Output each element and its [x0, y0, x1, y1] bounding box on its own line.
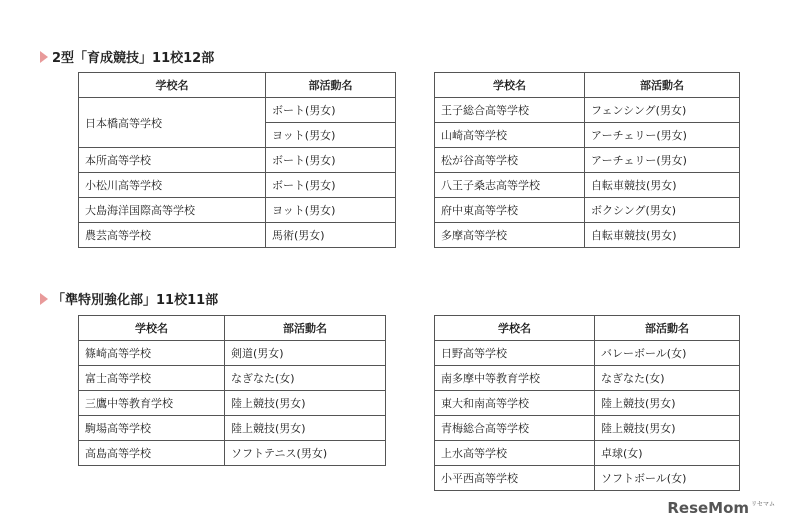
table-ikusei-right [434, 72, 740, 248]
school-name-cell: 駒場高等学校 [79, 416, 225, 441]
club-name-cell: ヨット(男女) [266, 198, 396, 223]
club-name-cell: 陸上競技(男女) [595, 416, 740, 441]
header-club-name: 部活動名 [225, 316, 386, 341]
table-row [435, 148, 740, 173]
club-name-cell: なぎなた(女) [595, 366, 740, 391]
section-title: 2型「育成競技」11校12部 [52, 51, 215, 66]
triangle-bullet-icon [40, 51, 48, 63]
table-row [79, 98, 396, 123]
club-name-cell: ボート(男女) [266, 98, 396, 123]
header-school-name: 学校名 [435, 73, 585, 98]
club-name-cell: 剣道(男女) [225, 341, 386, 366]
header-club-name: 部活動名 [585, 73, 740, 98]
header-club-name: 部活動名 [595, 316, 740, 341]
school-name-cell: 小平西高等学校 [435, 466, 595, 491]
school-name-cell: 大島海洋国際高等学校 [79, 198, 266, 223]
table-ikusei-left [78, 72, 396, 248]
table-row [435, 466, 740, 491]
club-name-cell: ボート(男女) [266, 148, 396, 173]
club-name-cell: ヨット(男女) [266, 123, 396, 148]
school-name-cell: 農芸高等学校 [79, 223, 266, 248]
school-name-cell: 府中東高等学校 [435, 198, 585, 223]
school-name-cell: 青梅総合高等学校 [435, 416, 595, 441]
club-name-cell: ボート(男女) [266, 173, 396, 198]
section-heading-juntokubetsu [40, 289, 218, 308]
header-school-name: 学校名 [79, 316, 225, 341]
table-row [79, 391, 386, 416]
school-name-cell: 本所高等学校 [79, 148, 266, 173]
table-row [435, 198, 740, 223]
club-name-cell: 陸上競技(男女) [595, 391, 740, 416]
section-heading-ikusei [40, 47, 214, 66]
club-name-cell: 自転車競技(男女) [585, 173, 740, 198]
school-name-cell: 高島高等学校 [79, 441, 225, 466]
school-name-cell: 上水高等学校 [435, 441, 595, 466]
logo-text: ReseMom [667, 499, 750, 517]
table-row [79, 341, 386, 366]
table-juntokubetsu-right [434, 315, 740, 491]
triangle-bullet-icon [40, 293, 48, 305]
club-name-cell: 自転車競技(男女) [585, 223, 740, 248]
table-row [79, 366, 386, 391]
club-name-cell: フェンシング(男女) [585, 98, 740, 123]
header-school-name: 学校名 [435, 316, 595, 341]
logo-subtext: リセマム [751, 501, 775, 508]
school-name-cell: 三鷹中等教育学校 [79, 391, 225, 416]
school-name-cell: 山崎高等学校 [435, 123, 585, 148]
table-row [435, 391, 740, 416]
table-row [79, 173, 396, 198]
school-name-cell: 東大和南高等学校 [435, 391, 595, 416]
club-name-cell: なぎなた(女) [225, 366, 386, 391]
club-name-cell: 陸上競技(男女) [225, 416, 386, 441]
table-row [79, 223, 396, 248]
school-name-cell: 篠崎高等学校 [79, 341, 225, 366]
table-row [435, 223, 740, 248]
table-row [435, 341, 740, 366]
table-row [435, 123, 740, 148]
table-row [435, 441, 740, 466]
table-row [435, 366, 740, 391]
table-header-row [79, 73, 396, 98]
school-name-cell: 日野高等学校 [435, 341, 595, 366]
school-name-cell: 小松川高等学校 [79, 173, 266, 198]
table-row [435, 98, 740, 123]
club-name-cell: バレーボール(女) [595, 341, 740, 366]
school-name-cell: 多摩高等学校 [435, 223, 585, 248]
table-row [79, 198, 396, 223]
school-name-cell: 八王子桑志高等学校 [435, 173, 585, 198]
club-name-cell: 陸上競技(男女) [225, 391, 386, 416]
table-row [79, 148, 396, 173]
header-school-name: 学校名 [79, 73, 266, 98]
club-name-cell: 馬術(男女) [266, 223, 396, 248]
resemom-logo [667, 499, 775, 517]
club-name-cell: ソフトテニス(男女) [225, 441, 386, 466]
club-name-cell: ボクシング(男女) [585, 198, 740, 223]
header-club-name: 部活動名 [266, 73, 396, 98]
table-header-row [79, 316, 386, 341]
table-row [435, 173, 740, 198]
table-header-row [435, 316, 740, 341]
school-name-cell: 富士高等学校 [79, 366, 225, 391]
club-name-cell: 卓球(女) [595, 441, 740, 466]
school-name-cell: 南多摩中等教育学校 [435, 366, 595, 391]
club-name-cell: アーチェリー(男女) [585, 148, 740, 173]
table-row [435, 416, 740, 441]
table-row [79, 416, 386, 441]
school-name-cell: 日本橋高等学校 [79, 98, 266, 148]
table-header-row [435, 73, 740, 98]
table-row [79, 441, 386, 466]
school-name-cell: 松が谷高等学校 [435, 148, 585, 173]
section-title: 「準特別強化部」11校11部 [52, 293, 219, 308]
school-name-cell: 王子総合高等学校 [435, 98, 585, 123]
table-juntokubetsu-left [78, 315, 386, 466]
club-name-cell: アーチェリー(男女) [585, 123, 740, 148]
club-name-cell: ソフトボール(女) [595, 466, 740, 491]
